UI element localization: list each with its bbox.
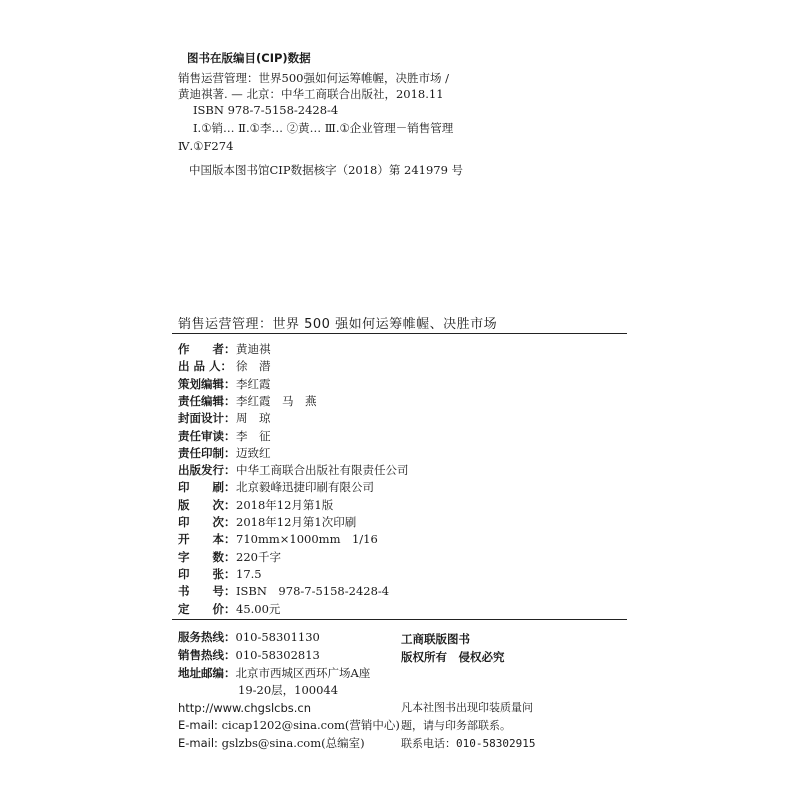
credit-label: 封面设计：: [178, 411, 236, 426]
credit-value: 北京毅峰迅捷印刷有限公司: [236, 480, 374, 495]
credit-value: 中华工商联合出版社有限责任公司: [236, 463, 409, 478]
credit-label: 版 次：: [178, 497, 236, 512]
cip-title: 图书在版编目(CIP)数据: [187, 51, 311, 65]
credit-label: 出 品 人：: [178, 359, 233, 374]
contact-phone: 联系电话：010-58302915: [401, 737, 536, 750]
copyright-notice: 版权所有 侵权必究: [401, 650, 505, 664]
service-hotline: [178, 629, 320, 646]
credit-value: 李红霞: [236, 376, 271, 391]
email-value[interactable]: gslzbs@sina.com(总编室): [221, 736, 365, 750]
credit-label: 责任印制：: [178, 445, 236, 460]
publisher-books-heading: 工商联版图书: [401, 632, 470, 646]
cip-line: Ⅳ.①F274: [178, 139, 234, 153]
credit-value: 220千字: [236, 549, 281, 564]
cip-line: 黄迪祺著. — 北京：中华工商联合出版社，2018.11: [178, 87, 444, 101]
credit-value: 17.5: [236, 566, 262, 581]
credit-row: [178, 479, 374, 496]
sales-hotline-value: 010-58302813: [235, 648, 320, 662]
address: [178, 665, 370, 682]
service-hotline-value: 010-58301130: [235, 630, 320, 644]
cip-line: Ⅰ.①销… Ⅱ.①李… ②黄… Ⅲ.①企业管理－销售管理: [193, 121, 454, 135]
credit-row: [178, 497, 333, 514]
credit-row: [178, 445, 271, 462]
credit-value: ISBN 978-7-5158-2428-4: [236, 584, 390, 599]
credit-value: 2018年12月第1版: [236, 497, 334, 512]
credit-label: 印 次：: [178, 515, 236, 529]
credit-row: [178, 428, 271, 445]
divider: [172, 619, 627, 620]
credit-value: 710mm×1000mm 1/16: [236, 532, 378, 547]
credit-row: [178, 583, 389, 600]
credit-row: [178, 531, 378, 548]
credit-row: [178, 376, 271, 393]
credit-label: 开 本：: [178, 532, 236, 547]
credit-row: [178, 393, 317, 410]
credit-value: 周 琼: [236, 411, 271, 426]
credit-label: 印 张：: [178, 566, 236, 581]
sales-hotline: [178, 647, 320, 664]
credit-label: 出版发行：: [178, 463, 236, 478]
credit-value: 45.00元: [236, 601, 281, 616]
address-label: 地址邮编：: [178, 666, 236, 680]
quality-notice-line: 凡本社图书出现印装质量问: [401, 701, 533, 714]
email-value[interactable]: cicap1202@sina.com(营销中心): [221, 718, 400, 732]
credit-value: 迈致红: [236, 445, 271, 460]
address-line-2: 19-20层，100044: [238, 683, 339, 697]
divider: [172, 333, 627, 334]
credit-label: 书 号：: [178, 584, 236, 599]
address-line-1: 北京市西城区西环广场A座: [235, 666, 371, 680]
credit-row: [178, 358, 271, 375]
cip-line: ISBN 978-7-5158-2428-4: [193, 103, 339, 117]
service-hotline-label: 服务热线：: [178, 630, 236, 644]
sales-hotline-label: 销售热线：: [178, 648, 236, 662]
credit-value: 2018年12月第1次印刷: [236, 515, 357, 529]
credit-label: 作 者：: [178, 342, 236, 356]
credit-row: [178, 410, 271, 427]
credit-label: 字 数：: [178, 549, 236, 564]
credit-row: [178, 566, 262, 583]
credit-row: [178, 549, 281, 566]
credit-row: [178, 462, 409, 479]
credit-value: 徐 潜: [236, 359, 271, 374]
credit-row: [178, 514, 356, 531]
credit-row: [178, 601, 280, 618]
credit-value: 黄迪祺: [236, 342, 271, 356]
credit-value: 李 征: [236, 428, 271, 443]
email-label: E-mail:: [178, 736, 222, 750]
credit-label: 策划编辑：: [178, 376, 236, 391]
book-title: 销售运营管理：世界 500 强如何运筹帷幄、决胜市场: [178, 317, 498, 332]
credit-label: 印 刷：: [178, 480, 236, 495]
credit-label: 定 价：: [178, 601, 236, 616]
credit-value: 李红霞 马 燕: [236, 393, 317, 408]
credit-row: [178, 341, 271, 358]
quality-notice-line: 题，请与印务部联系。: [401, 719, 511, 732]
email-editorial[interactable]: [178, 735, 365, 752]
cip-verification: 中国版本图书馆CIP数据核字（2018）第 241979 号: [189, 163, 464, 177]
email-marketing[interactable]: [178, 717, 400, 734]
website-link[interactable]: http://www.chgslcbs.cn: [178, 701, 312, 715]
credit-label: 责任编辑：: [178, 393, 236, 408]
credit-label: 责任审读：: [178, 428, 236, 443]
cip-line: 销售运营管理：世界500强如何运筹帷幄，决胜市场 /: [178, 71, 449, 85]
email-label: E-mail:: [178, 718, 222, 732]
